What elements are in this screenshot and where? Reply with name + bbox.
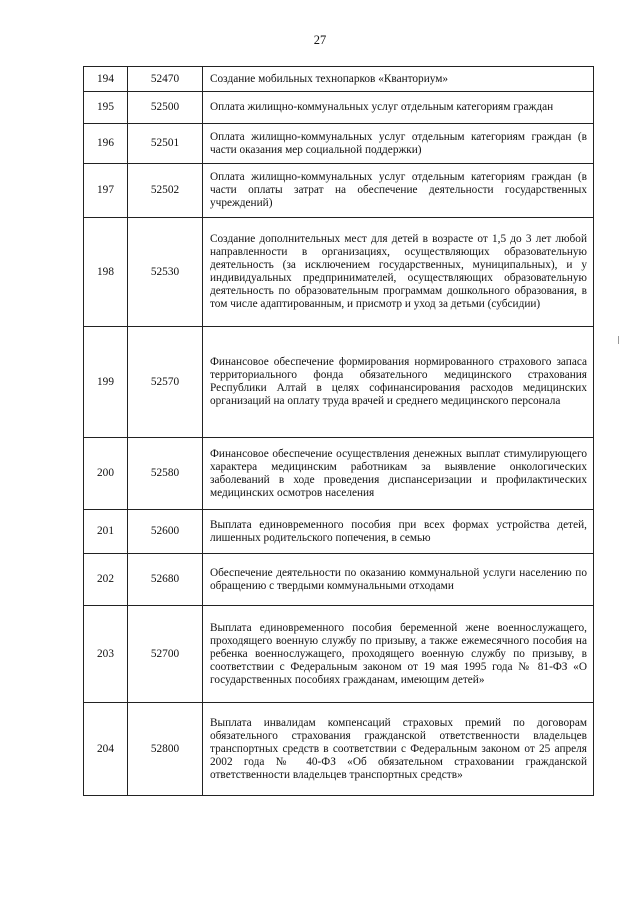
- row-number: 199: [84, 327, 128, 438]
- row-number: 195: [84, 92, 128, 124]
- row-description: Выплата единовременного пособия при всех формах устройства детей, лишенных родительского попечения, в семью: [203, 510, 594, 554]
- row-code: 52500: [128, 92, 203, 124]
- table-row: [84, 510, 594, 554]
- table-row: [84, 327, 594, 438]
- row-description: Обеспечение деятельности по оказанию коммунальной услуги населению по обращению с твердыми коммунальными отходами: [203, 554, 594, 606]
- row-code: 52501: [128, 124, 203, 164]
- row-number: 202: [84, 554, 128, 606]
- table-row: [84, 606, 594, 703]
- page-number: 27: [313, 33, 327, 47]
- row-number: 204: [84, 703, 128, 796]
- row-description: Оплата жилищно-коммунальных услуг отдельным категориям граждан: [203, 92, 594, 124]
- row-description: Выплата единовременного пособия беременной жене военнослужащего, проходящего военную службу по призыву, а также ежемесячного пособия на ребенка военнослужащего, проходящего военную службу по призыву, в соответствии с Федеральным законом от 19 мая 1995 года № 81-ФЗ «О государственных пособиях гражданам, имеющим детей»: [203, 606, 594, 703]
- table-row: [84, 67, 594, 92]
- row-code: 52700: [128, 606, 203, 703]
- table-row: [84, 218, 594, 327]
- row-number: 203: [84, 606, 128, 703]
- table-row: [84, 124, 594, 164]
- table-row: [84, 554, 594, 606]
- table-row: [84, 92, 594, 124]
- row-code: 52470: [128, 67, 203, 92]
- budget-codes-table: [83, 66, 594, 796]
- table-row: [84, 164, 594, 218]
- row-description: Создание дополнительных мест для детей в возрасте от 1,5 до 3 лет любой направленности в организациях, осуществляющих образовательную деятельность (за исключением государственных, муниципальных), и у индивидуальных предпринимателей, осуществляющих образовательную деятельность по образовательным программам дошкольного образования, в том числе адаптированным, и присмотр и уход за детьми (субсидии): [203, 218, 594, 327]
- row-code: 52680: [128, 554, 203, 606]
- row-number: 201: [84, 510, 128, 554]
- row-description: Выплата инвалидам компенсаций страховых премий по договорам обязательного страхования гражданской ответственности владельцев транспортных средств в соответствии с Федеральным законом от 25 апреля 2002 года № 40-ФЗ «Об обязательном страховании гражданской ответственности владельцев транспортных средств»: [203, 703, 594, 796]
- margin-mark: [618, 336, 619, 344]
- row-code: 52800: [128, 703, 203, 796]
- table-row: [84, 438, 594, 510]
- row-code: 52600: [128, 510, 203, 554]
- row-code: 52502: [128, 164, 203, 218]
- row-code: 52570: [128, 327, 203, 438]
- row-code: 52580: [128, 438, 203, 510]
- row-number: 194: [84, 67, 128, 92]
- row-description: Оплата жилищно-коммунальных услуг отдельным категориям граждан (в части оплаты затрат на обеспечение деятельности государственных учреждений): [203, 164, 594, 218]
- row-number: 196: [84, 124, 128, 164]
- table-row: [84, 703, 594, 796]
- row-number: 197: [84, 164, 128, 218]
- row-number: 198: [84, 218, 128, 327]
- row-description: Финансовое обеспечение осуществления денежных выплат стимулирующего характера медицинским работникам за выявление онкологических заболеваний в ходе проведения диспансеризации и профилактических медицинских осмотров населения: [203, 438, 594, 510]
- row-description: Оплата жилищно-коммунальных услуг отдельным категориям граждан (в части оказания мер социальной поддержки): [203, 124, 594, 164]
- row-number: 200: [84, 438, 128, 510]
- row-code: 52530: [128, 218, 203, 327]
- row-description: Создание мобильных технопарков «Кванториум»: [203, 67, 594, 92]
- row-description: Финансовое обеспечение формирования нормированного страхового запаса территориального фонда обязательного медицинского страхования Республики Алтай в целях софинансирования расходов медицинских организаций на оплату труда врачей и среднего медицинского персонала: [203, 327, 594, 438]
